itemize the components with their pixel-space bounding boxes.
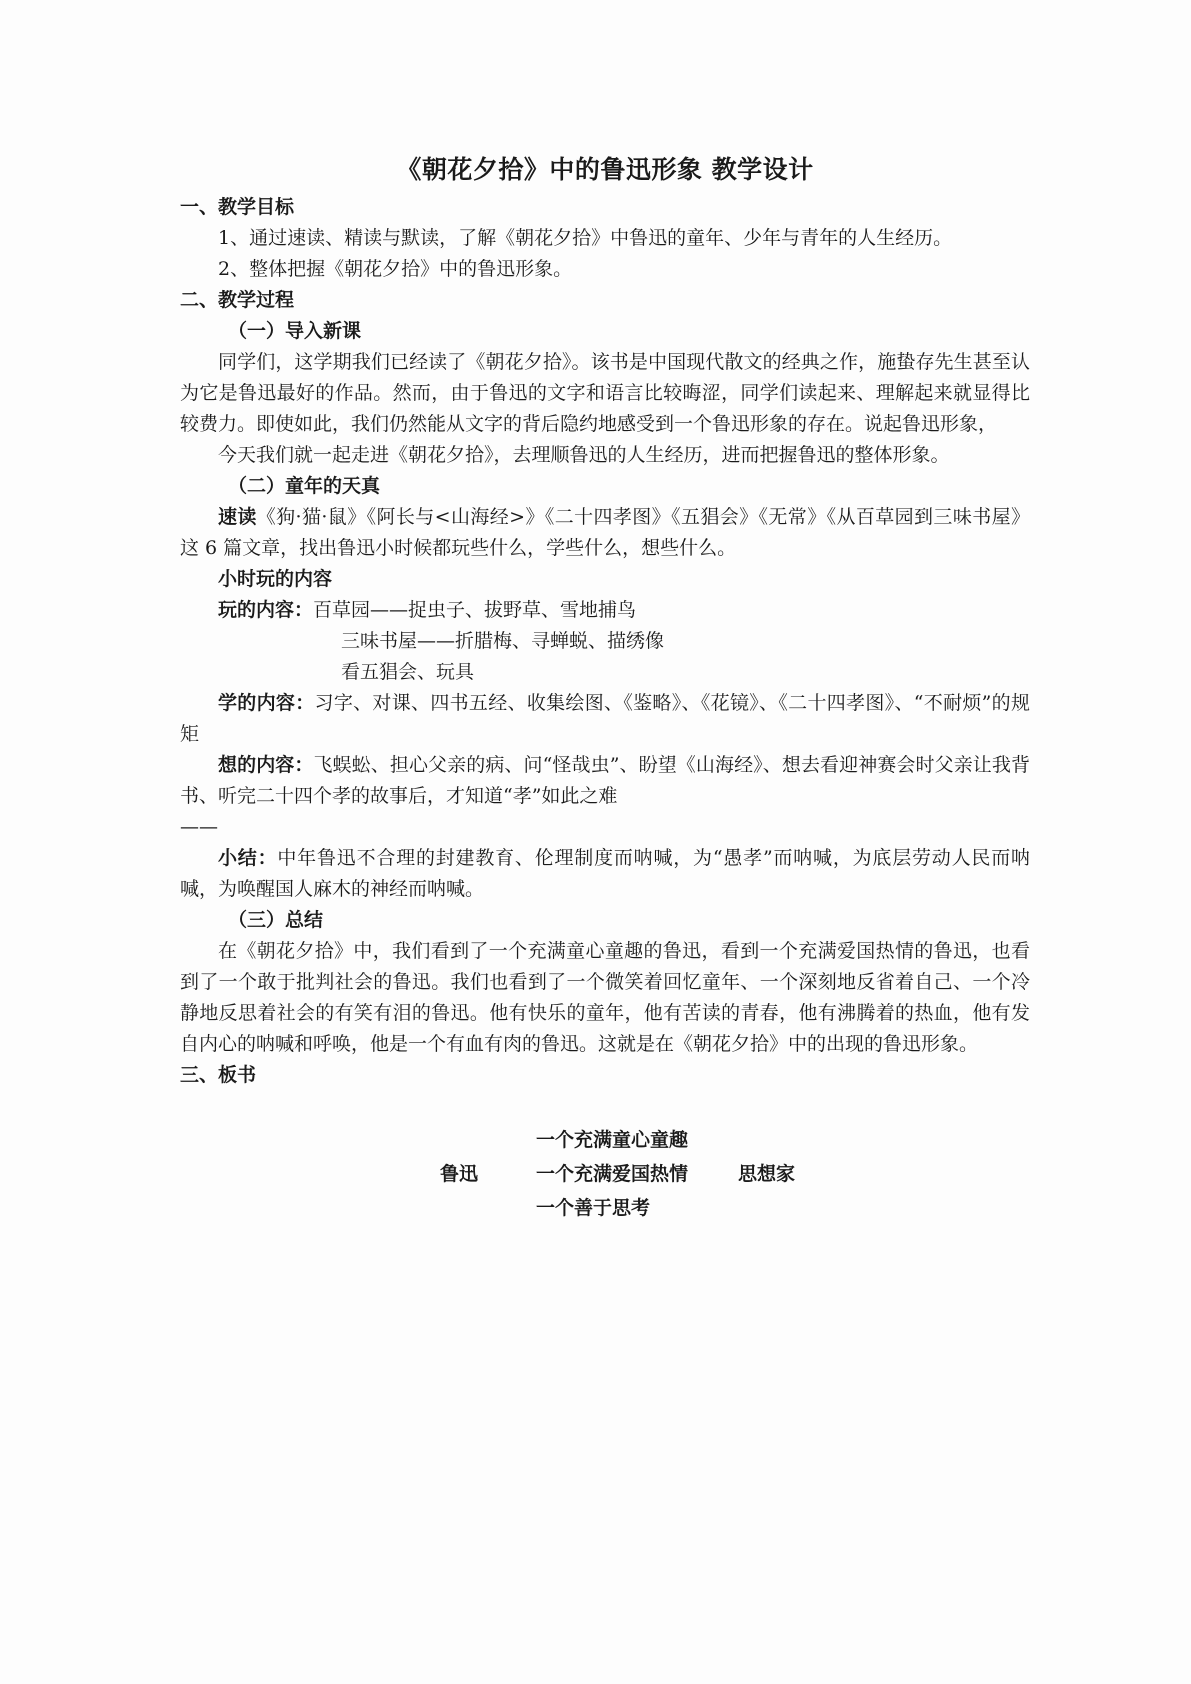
board-left-label: 鲁迅 [440, 1163, 479, 1185]
conclusion-paragraph: 在《朝花夕拾》中，我们看到了一个充满童心童趣的鲁迅，看到一个充满爱国热情的鲁迅，也看到了一个敢于批判社会的鲁迅。我们也看到了一个微笑着回忆童年、一个深刻地反省着自己、一个冷静地反思着社会的有笑有泪的鲁迅。他有快乐的童年，他有苦读的青春，他有沸腾着的热血，他有发自内心的呐喊和呼唤，他是一个有血有肉的鲁迅。这就是在《朝花夕拾》中的出现的鲁迅形象。 [180, 940, 1030, 1055]
section-heading-board: 三、板书 [180, 1064, 257, 1086]
subheading-conclusion: （三）总结 [228, 909, 324, 931]
speed-reading-label: 速读 [218, 506, 257, 528]
play-label: 玩的内容： [218, 599, 314, 621]
speed-reading-text: 《狗·猫·鼠》《阿长与<山海经>》《二十四孝图》《五猖会》《无常》《从百草园到三味书屋》这 6 篇文章，找出鲁迅小时候都玩些什么，学些什么，想些什么。 [180, 506, 1030, 559]
document-body [180, 150, 1030, 1235]
board-line-2: 一个充满爱国热情 [536, 1163, 689, 1185]
intro-paragraph-2: 今天我们就一起走进《朝花夕拾》，去理顺鲁迅的人生经历，进而把握鲁迅的整体形象。 [218, 444, 950, 466]
play-content-line [180, 595, 1030, 626]
learn-label: 学的内容： [218, 692, 315, 714]
subheading-childhood: （二）童年的天真 [228, 475, 381, 497]
summary-paragraph [180, 843, 1030, 905]
childhood-subheading: 小时玩的内容 [218, 568, 333, 590]
goal-item-1: 1、通过速读、精读与默读，了解《朝花夕拾》中鲁迅的童年、少年与青年的人生经历。 [218, 227, 953, 249]
summary-text: 中年鲁迅不合理的封建教育、伦理制度而呐喊，为“愚孝”而呐喊，为底层劳动人民而呐喊，为唤醒国人麻木的神经而呐喊。 [180, 847, 1030, 900]
speed-reading-paragraph [180, 502, 1030, 564]
board-line-3: 一个善于思考 [536, 1197, 651, 1219]
think-content-paragraph [180, 750, 1030, 812]
goal-item-2: 2、整体把握《朝花夕拾》中的鲁迅形象。 [218, 258, 573, 280]
blackboard-diagram [180, 1125, 1030, 1235]
learn-text: 习字、对课、四书五经、收集绘图、《鉴略》、《花镜》、《二十四孝图》、“不耐烦”的规矩 [180, 692, 1030, 745]
think-text: 飞蜈蚣、担心父亲的病、问“怪哉虫”、盼望《山海经》、想去看迎神赛会时父亲让我背书、听完二十四个孝的故事后，才知道“孝”如此之难 [180, 754, 1030, 807]
summary-label: 小结： [218, 847, 278, 869]
dash-line: —— [180, 816, 218, 838]
play-line-2: 三味书屋——折腊梅、寻蝉蜕、描绣像 [341, 630, 665, 652]
subheading-intro: （一）导入新课 [228, 320, 362, 342]
board-right-label: 思想家 [738, 1163, 796, 1185]
play-line-1: 百草园——捉虫子、拔野草、雪地捕鸟 [313, 599, 637, 621]
think-label: 想的内容： [218, 754, 314, 776]
section-heading-goals: 一、教学目标 [180, 196, 295, 218]
learn-content-paragraph [180, 688, 1030, 750]
section-heading-process: 二、教学过程 [180, 289, 295, 311]
board-line-1: 一个充满童心童趣 [536, 1129, 689, 1151]
play-line-3: 看五猖会、玩具 [341, 661, 475, 683]
intro-paragraph-1: 同学们，这学期我们已经读了《朝花夕拾》。该书是中国现代散文的经典之作，施蛰存先生甚至认为它是鲁迅最好的作品。然而，由于鲁迅的文字和语言比较晦涩，同学们读起来、理解起来就显得比较费力。即使如此，我们仍然能从文字的背后隐约地感受到一个鲁迅形象的存在。说起鲁迅形象， [180, 351, 1030, 435]
document-title: 《朝花夕拾》中的鲁迅形象 教学设计 [396, 155, 814, 184]
